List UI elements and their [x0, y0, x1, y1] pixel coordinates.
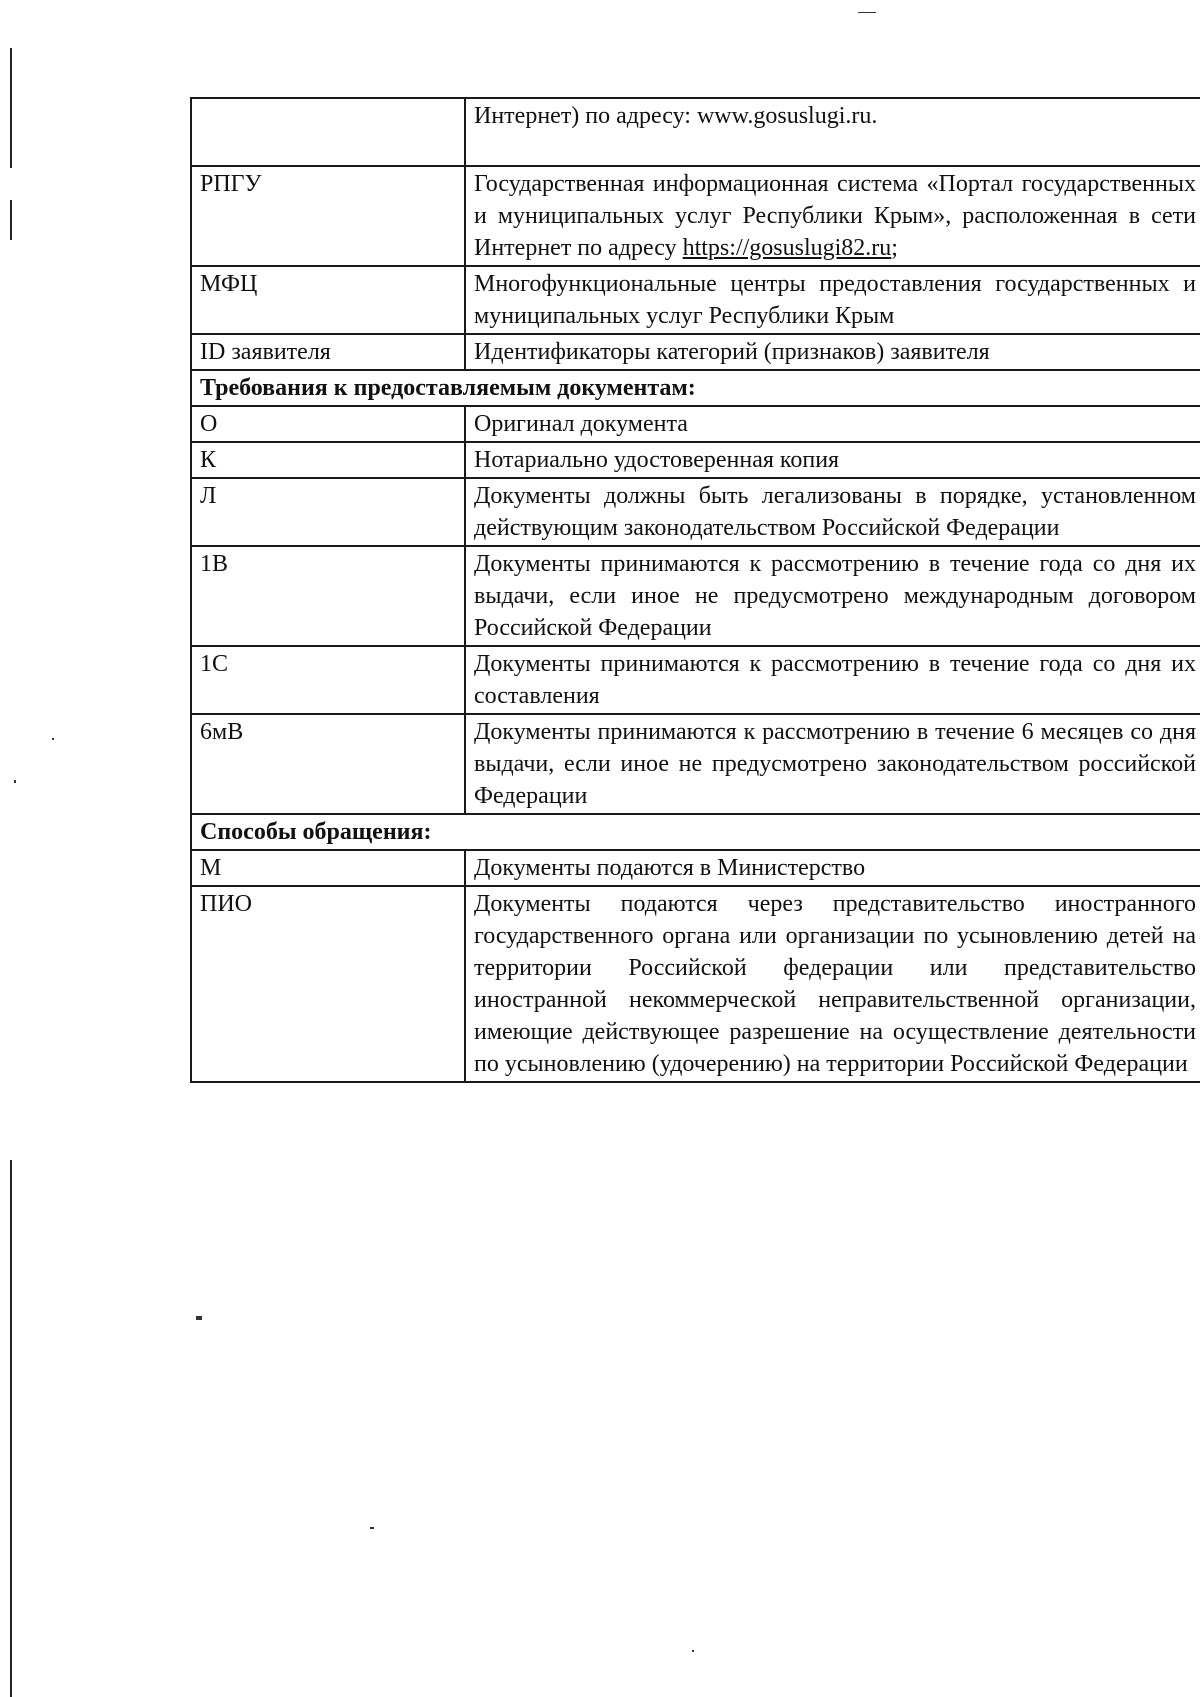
- table-row: [191, 334, 1200, 370]
- row-code: МФЦ: [191, 266, 465, 334]
- row-description: Оригинал документа: [465, 406, 1200, 442]
- table-row: [191, 98, 1200, 166]
- scan-dash-top: [858, 12, 876, 13]
- row-description: Документы принимаются к рассмотрению в течение 6 месяцев со дня выдачи, если иное не предусмотрено законодательством российской Федерации: [465, 714, 1200, 814]
- row-description: Государственная информационная система «Портал государственных и муниципальных услуг Республики Крым», расположенная в сети Интернет по адресу https://gosuslugi82.ru;: [465, 166, 1200, 266]
- row-description: Многофункциональные центры предоставления государственных и муниципальных услуг Республики Крым: [465, 266, 1200, 334]
- table-row: [191, 406, 1200, 442]
- scan-edge-mark: [10, 200, 12, 240]
- table-row: [191, 546, 1200, 646]
- row-description: Интернет) по адресу: www.gosuslugi.ru.: [465, 98, 1200, 166]
- scan-speck: [196, 1316, 202, 1320]
- scan-dot: [692, 1650, 694, 1652]
- row-code: ПИО: [191, 886, 465, 1082]
- row-description: Идентификаторы категорий (признаков) заявителя: [465, 334, 1200, 370]
- section-heading-row: [191, 814, 1200, 850]
- row-code: ID заявителя: [191, 334, 465, 370]
- row-code: М: [191, 850, 465, 886]
- abbreviations-table: [190, 97, 1200, 1083]
- table-row: [191, 646, 1200, 714]
- row-description: Документы принимаются к рассмотрению в течение года со дня их выдачи, если иное не предусмотрено международным договором Российской Федерации: [465, 546, 1200, 646]
- row-description: Нотариально удостоверенная копия: [465, 442, 1200, 478]
- row-code: Л: [191, 478, 465, 546]
- section-heading-documents: Требования к предоставляемым документам:: [191, 370, 1200, 406]
- scan-dot: [14, 780, 16, 783]
- row-code: [191, 98, 465, 166]
- table-row: [191, 478, 1200, 546]
- row-description: Документы должны быть легализованы в порядке, установленном действующим законодательством Российской Федерации: [465, 478, 1200, 546]
- scan-dot: [370, 1527, 374, 1529]
- table-row: [191, 714, 1200, 814]
- table-row: [191, 266, 1200, 334]
- scan-dot: [52, 738, 54, 740]
- row-code: 1С: [191, 646, 465, 714]
- row-description: Документы подаются в Министерство: [465, 850, 1200, 886]
- section-heading-row: [191, 370, 1200, 406]
- table-row: [191, 166, 1200, 266]
- row-code: 1В: [191, 546, 465, 646]
- rpgu-link[interactable]: https://gosuslugi82.ru: [682, 235, 892, 261]
- table-row: [191, 886, 1200, 1082]
- row-code: О: [191, 406, 465, 442]
- row-code: РПГУ: [191, 166, 465, 266]
- row-code: К: [191, 442, 465, 478]
- table-row: [191, 850, 1200, 886]
- scan-edge-top: [10, 48, 12, 168]
- table-row: [191, 442, 1200, 478]
- row-description: Документы подаются через представительство иностранного государственного органа или организации по усыновлению детей на территории Российской федерации или представительство иностранной некоммерческой неправительственной организации, имеющие действующее разрешение на осуществление деятельности по усыновлению (удочерению) на территории Российской Федерации: [465, 886, 1200, 1082]
- section-heading-methods: Способы обращения:: [191, 814, 1200, 850]
- row-code: 6мВ: [191, 714, 465, 814]
- row-description: Документы принимаются к рассмотрению в течение года со дня их составления: [465, 646, 1200, 714]
- scan-edge-lower: [10, 1160, 12, 1697]
